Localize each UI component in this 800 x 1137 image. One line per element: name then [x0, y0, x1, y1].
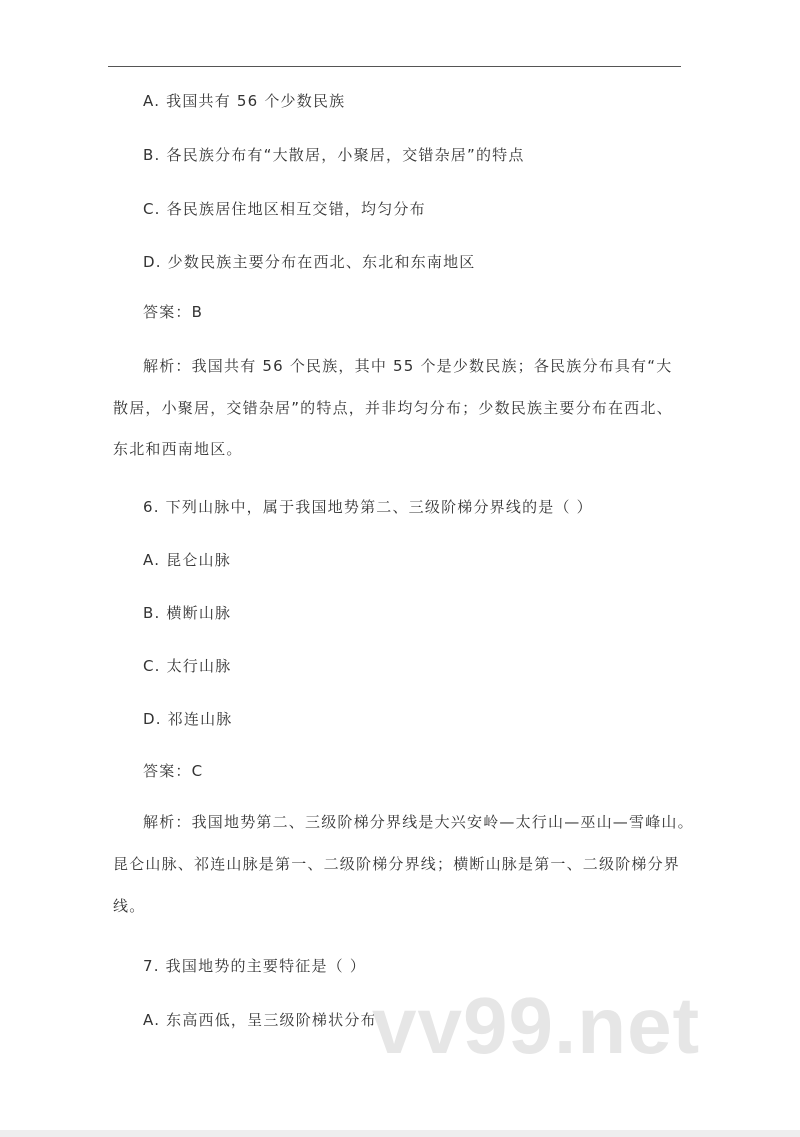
q7-question: 7. 我国地势的主要特征是（ ）: [143, 957, 367, 975]
q5-answer: 答案：B: [143, 303, 204, 321]
q5-analysis-line: 散居，小聚居，交错杂居”的特点，并非均匀分布；少数民族主要分布在西北、: [113, 399, 673, 417]
q5-option-b: B. 各民族分布有“大散居，小聚居，交错杂居”的特点: [143, 146, 525, 164]
q7-option-a: A. 东高西低，呈三级阶梯状分布: [143, 1011, 377, 1029]
q6-option-d: D. 祁连山脉: [143, 710, 233, 728]
q6-answer: 答案：C: [143, 762, 204, 780]
q6-option-c: C. 太行山脉: [143, 657, 232, 675]
q6-analysis-line: 昆仑山脉、祁连山脉是第一、二级阶梯分界线；横断山脉是第一、二级阶梯分界: [113, 855, 681, 873]
header-rule: [108, 66, 681, 67]
watermark: vv99.net: [372, 981, 701, 1070]
q6-option-b: B. 横断山脉: [143, 604, 232, 622]
q6-analysis-line: 线。: [113, 897, 146, 915]
q6-option-a: A. 昆仑山脉: [143, 551, 231, 569]
q5-option-d: D. 少数民族主要分布在西北、东北和东南地区: [143, 253, 476, 271]
q5-option-c: C. 各民族居住地区相互交错，均匀分布: [143, 200, 426, 218]
q6-question: 6. 下列山脉中，属于我国地势第二、三级阶梯分界线的是（ ）: [143, 498, 593, 516]
q5-analysis-line: 解析：我国共有 56 个民族，其中 55 个是少数民族；各民族分布具有“大: [143, 357, 673, 375]
page-bottom-edge: [0, 1130, 800, 1137]
q6-analysis-line: 解析：我国地势第二、三级阶梯分界线是大兴安岭—太行山—巫山—雪峰山。: [143, 813, 694, 831]
q5-option-a: A. 我国共有 56 个少数民族: [143, 92, 346, 110]
q5-analysis-line: 东北和西南地区。: [113, 440, 243, 458]
